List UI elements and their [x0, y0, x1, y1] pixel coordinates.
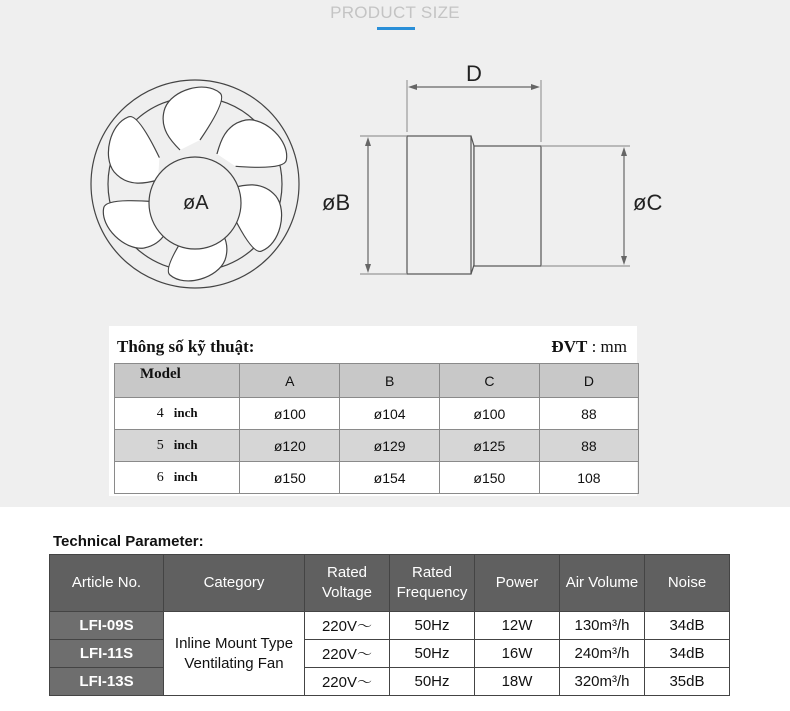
section-title: PRODUCT SIZE	[330, 3, 460, 22]
cell-a: ø100	[240, 398, 340, 430]
label-diameter-a: øA	[183, 192, 209, 214]
power-cell: 16W	[475, 640, 560, 668]
cell-d: 88	[539, 398, 638, 430]
air-volume-cell: 130m³/h	[560, 612, 645, 640]
col-c: C	[440, 364, 540, 398]
article-cell: LFI-11S	[50, 640, 164, 668]
voltage-cell: 220V～	[305, 668, 390, 696]
article-cell: LFI-09S	[50, 612, 164, 640]
fan-side-view	[360, 80, 630, 274]
label-diameter-c: øC	[633, 190, 663, 215]
cell-a: ø150	[240, 462, 340, 494]
spec-table-box	[109, 326, 637, 496]
table-row	[115, 398, 639, 430]
spec-title: Thông số kỹ thuật:	[117, 337, 255, 356]
table-row	[50, 640, 730, 668]
model-cell: 6 inch	[115, 462, 240, 494]
power-cell: 12W	[475, 612, 560, 640]
cell-d: 88	[539, 430, 638, 462]
col-frequency: Rated Frequency	[390, 555, 475, 612]
fan-dimension-drawing	[0, 0, 790, 330]
col-voltage: Rated Voltage	[305, 555, 390, 612]
spec-unit	[551, 337, 627, 357]
noise-cell: 34dB	[645, 640, 730, 668]
col-article: Article No.	[50, 555, 164, 612]
frequency-cell: 50Hz	[390, 640, 475, 668]
model-cell: 4 inch	[115, 398, 240, 430]
col-category: Category	[164, 555, 305, 612]
cell-c: ø150	[440, 462, 540, 494]
cell-c: ø125	[440, 430, 540, 462]
cell-c: ø100	[440, 398, 540, 430]
noise-cell: 35dB	[645, 668, 730, 696]
col-b: B	[340, 364, 440, 398]
air-volume-cell: 320m³/h	[560, 668, 645, 696]
frequency-cell: 50Hz	[390, 668, 475, 696]
cell-d: 108	[539, 462, 638, 494]
cell-b: ø129	[340, 430, 440, 462]
fan-body	[407, 136, 471, 274]
voltage-cell: 220V～	[305, 612, 390, 640]
cell-b: ø104	[340, 398, 440, 430]
technical-parameter-table	[49, 554, 730, 696]
col-d: D	[539, 364, 638, 398]
model-cell: 5 inch	[115, 430, 240, 462]
col-model: Model	[115, 364, 240, 398]
unit-value: : mm	[591, 337, 627, 356]
article-cell: LFI-13S	[50, 668, 164, 696]
fan-duct	[474, 146, 541, 266]
air-volume-cell: 240m³/h	[560, 640, 645, 668]
cell-b: ø154	[340, 462, 440, 494]
label-depth-d: D	[466, 61, 482, 86]
col-noise: Noise	[645, 555, 730, 612]
col-power: Power	[475, 555, 560, 612]
fan-front-view	[91, 80, 299, 288]
unit-label: ĐVT	[551, 337, 588, 356]
spec-header-row	[115, 364, 639, 398]
table-row	[50, 612, 730, 640]
col-a: A	[240, 364, 340, 398]
frequency-cell: 50Hz	[390, 612, 475, 640]
category-cell: Inline Mount Type Ventilating Fan	[164, 612, 305, 696]
col-air-volume: Air Volume	[560, 555, 645, 612]
technical-parameter-title: Technical Parameter:	[53, 533, 204, 550]
cell-a: ø120	[240, 430, 340, 462]
table-row	[50, 668, 730, 696]
table-row	[115, 430, 639, 462]
spec-table	[114, 363, 639, 494]
noise-cell: 34dB	[645, 612, 730, 640]
tp-header-row	[50, 555, 730, 612]
power-cell: 18W	[475, 668, 560, 696]
table-row	[115, 462, 639, 494]
label-diameter-b: øB	[322, 190, 351, 215]
voltage-cell: 220V～	[305, 640, 390, 668]
